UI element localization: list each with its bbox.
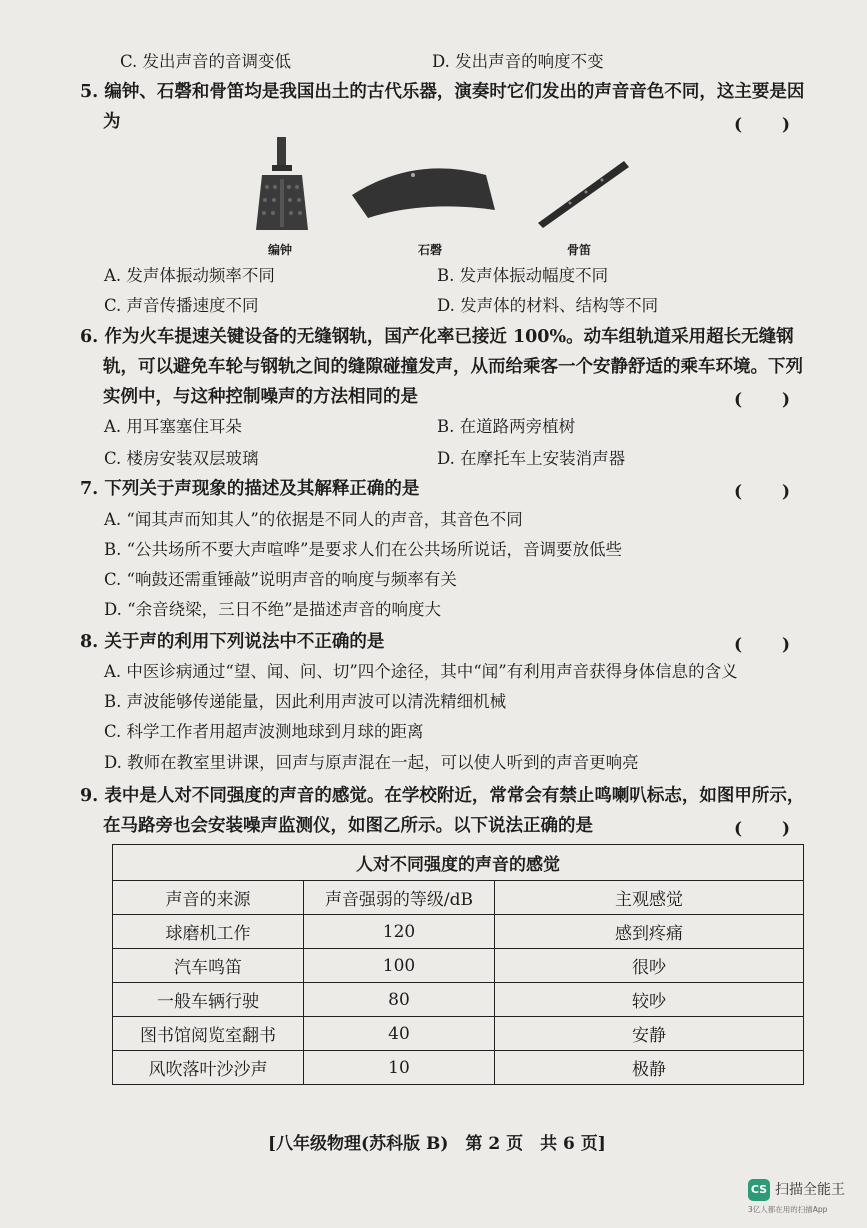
q5-option-c: C. 声音传播速度不同 [104,296,259,315]
table-header-row [113,881,804,915]
q6-option-d: D. 在摩托车上安装消声器 [437,449,626,468]
q8-answer-paren: ( ) [734,635,793,655]
table-cell-level: 120 [304,915,495,949]
table-header-source: 声音的来源 [113,881,304,915]
q5-option-b: B. 发声体振动幅度不同 [437,266,609,285]
q4-option-c: C. 发出声音的音调变低 [120,52,292,71]
q8-option-b: B. 声波能够传递能量，因此利用声波可以清洗精细机械 [104,692,507,711]
table-cell-level: 80 [304,983,495,1017]
q6-stem-line2: 轨，可以避免车轮与钢轨之间的缝隙碰撞发声，从而给乘客一个安静舒适的乘车环境。下列 [103,357,803,377]
q5-answer-paren: ( ) [734,115,793,135]
q6-stem-line3: 实例中，与这种控制噪声的方法相同的是 [103,387,418,407]
table-title: 人对不同强度的声音的感觉 [113,845,804,881]
table-cell-feeling: 安静 [495,1017,804,1051]
q9-stem-line2: 在马路旁也会安装噪声监测仪，如图乙所示。以下说法正确的是 [103,816,593,836]
watermark-app-name: 扫描全能王 [775,1182,845,1198]
q8-stem: 8. 关于声的利用下列说法中不正确的是 [80,632,385,652]
q7-answer-paren: ( ) [734,482,793,502]
q9-answer-paren: ( ) [734,819,793,839]
q8-option-a: A. 中医诊病通过“望、闻、问、切”四个途径，其中“闻”有利用声音获得身体信息的含义 [104,662,738,681]
shiqing-chime-stone-icon [352,168,495,218]
q7-stem: 7. 下列关于声现象的描述及其解释正确的是 [80,479,420,499]
q5-stem-line2: 为 [103,112,121,132]
q9-stem-line1: 9. 表中是人对不同强度的声音的感觉。在学校附近，常常会有禁止鸣喇叭标志，如图甲所示， [80,786,805,806]
q6-option-c: C. 楼房安装双层玻璃 [104,449,259,468]
table-cell-feeling: 较吵 [495,983,804,1017]
table-row [113,1051,804,1085]
q8-option-d: D. 教师在教室里讲课，回声与原声混在一起，可以使人听到的声音更响亮 [104,753,639,772]
q5-stem-line1: 5. 编钟、石磬和骨笛均是我国出土的古代乐器，演奏时它们发出的声音音色不同，这主要是因 [80,82,805,102]
table-cell-feeling: 很吵 [495,949,804,983]
bianzhong-bell-icon [256,137,308,230]
q5-instruments-figure [250,135,640,235]
table-row [113,915,804,949]
table-header-level: 声音强弱的等级/dB [304,881,495,915]
table-cell-source: 球磨机工作 [113,915,304,949]
q6-option-a: A. 用耳塞塞住耳朵 [104,417,242,436]
gudi-bone-flute-icon [538,161,629,228]
table-cell-feeling: 感到疼痛 [495,915,804,949]
table-cell-source: 风吹落叶沙沙声 [113,1051,304,1085]
q6-answer-paren: ( ) [734,390,793,410]
q5-label-shiqing: 石磬 [418,243,443,257]
sound-intensity-table [112,844,804,1085]
q5-label-gudi: 骨笛 [567,243,592,257]
camscanner-logo-icon: CS [748,1179,770,1201]
q6-stem-line1: 6. 作为火车提速关键设备的无缝钢轨，国产化率已接近 100%。动车组轨道采用超长无缝钢 [80,327,794,347]
q5-option-a: A. 发声体振动频率不同 [104,266,275,285]
scanner-watermark [748,1177,852,1217]
q5-option-d: D. 发声体的材料、结构等不同 [437,296,659,315]
q8-option-c: C. 科学工作者用超声波测地球到月球的距离 [104,722,424,741]
table-row [113,1017,804,1051]
q7-option-c: C. “响鼓还需重锤敲”说明声音的响度与频率有关 [104,570,457,589]
table-cell-source: 图书馆阅览室翻书 [113,1017,304,1051]
page-footer: [八年级物理(苏科版 B) 第 2 页 共 6 页] [268,1134,606,1154]
table-cell-level: 100 [304,949,495,983]
q4-option-d: D. 发出声音的响度不变 [432,52,604,71]
q5-label-bianzhong: 编钟 [268,243,293,257]
q7-option-a: A. “闻其声而知其人”的依据是不同人的声音，其音色不同 [104,510,523,529]
table-cell-source: 一般车辆行驶 [113,983,304,1017]
table-row [113,983,804,1017]
table-cell-level: 40 [304,1017,495,1051]
q6-option-b: B. 在道路两旁植树 [437,417,576,436]
q7-option-b: B. “公共场所不要大声喧哗”是要求人们在公共场所说话，音调要放低些 [104,540,622,559]
q7-option-d: D. “余音绕梁，三日不绝”是描述声音的响度大 [104,600,442,619]
table-cell-source: 汽车鸣笛 [113,949,304,983]
table-cell-feeling: 极静 [495,1051,804,1085]
table-title-row [113,845,804,881]
table-header-feeling: 主观感觉 [495,881,804,915]
table-cell-level: 10 [304,1051,495,1085]
table-row [113,949,804,983]
watermark-tagline: 3亿人都在用的扫描App [748,1205,828,1214]
